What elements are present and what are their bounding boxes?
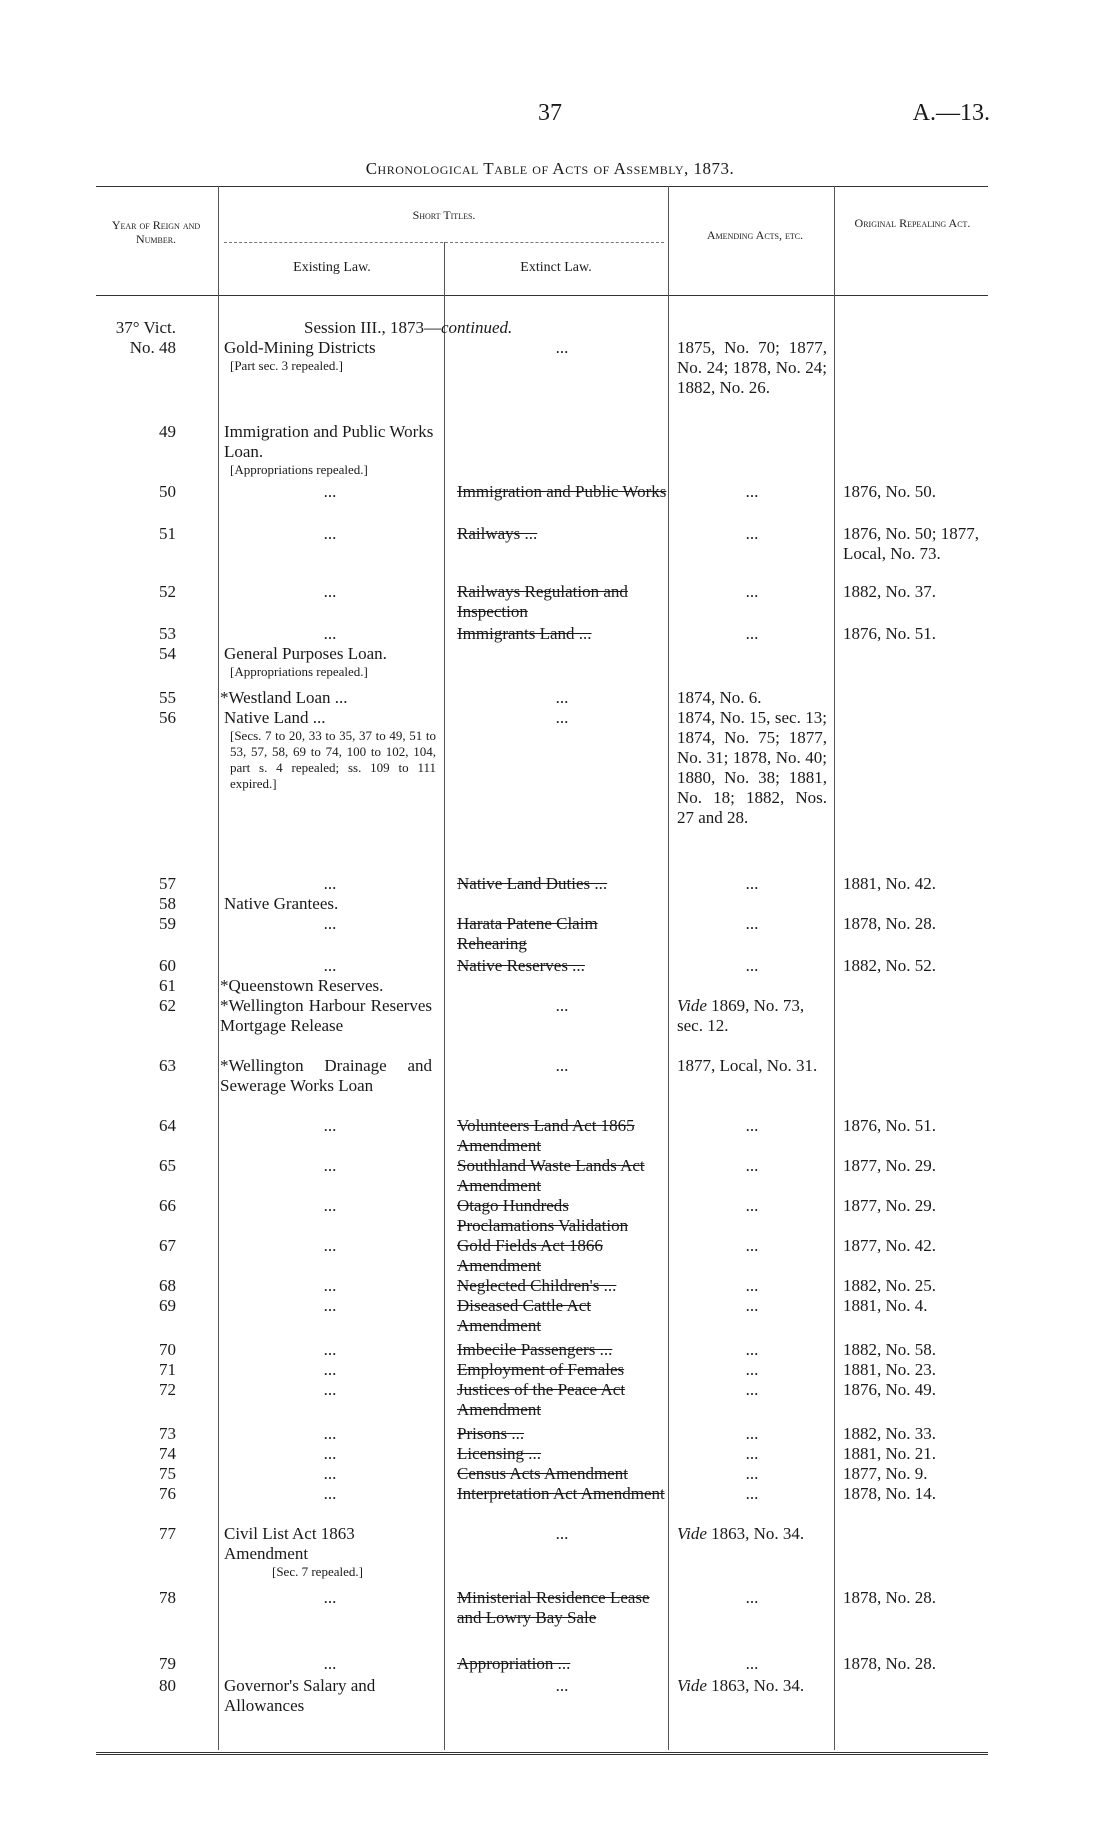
repealing-act: 1882, No. 58. (843, 1340, 937, 1359)
extinct-law: Immigration and Public Works (457, 482, 667, 501)
existing-note: [Part sec. 3 repealed.] (230, 358, 343, 373)
act-number: 70 (159, 1340, 176, 1359)
existing-note: [Sec. 7 repealed.] (272, 1564, 363, 1579)
amending-acts: 1877, Local, No. 31. (677, 1056, 818, 1075)
extinct-law: Railways Regulation and Inspection (457, 582, 628, 621)
act-number: 65 (159, 1156, 176, 1175)
existing-law: ... (323, 1296, 337, 1315)
act-number: 62 (159, 996, 176, 1015)
existing-note: [Secs. 7 to 20, 33 to 35, 37 to 49, 51 to 53, 57, 58, 69 to 74, 100 to 102, 104, part s. 4 repealed; ss. 109 to 111 expired.] (230, 728, 436, 791)
amending-acts: 1874, No. 6. (677, 688, 762, 707)
vide-label: Vide (677, 1676, 707, 1695)
table-bottom-rule (96, 1752, 988, 1755)
extinct-law: Licensing ... (457, 1444, 542, 1463)
existing-note: [Appropriations repealed.] (230, 462, 368, 477)
extinct-law: Volunteers Land Act 1865 Amendment (457, 1116, 635, 1155)
existing-title: Immigration and Public Works Loan. (224, 422, 434, 461)
existing-law: ... (323, 1424, 337, 1443)
repealing-act: 1877, No. 9. (843, 1464, 928, 1483)
extinct-law: Ministerial Residence Lease and Lowry Bay Sale (457, 1588, 650, 1627)
existing-note: [Appropriations repealed.] (230, 664, 368, 679)
existing-law: ... (323, 1156, 337, 1175)
existing-law (224, 708, 436, 792)
existing-law: *Queenstown Reserves. (220, 976, 384, 995)
repealing-act: 1876, No. 51. (843, 624, 937, 643)
existing-law: ... (323, 624, 337, 643)
act-number: 71 (159, 1360, 176, 1379)
header-existing-law: Existing Law. (293, 260, 371, 275)
amending-acts: ... (745, 956, 759, 975)
repealing-act: 1882, No. 33. (843, 1424, 937, 1443)
repealing-act: 1881, No. 4. (843, 1296, 928, 1315)
act-number: 60 (159, 956, 176, 975)
existing-title: Gold-Mining Districts (224, 338, 376, 357)
existing-law: ... (323, 1276, 337, 1295)
amending-text: 1863, No. 34. (711, 1524, 805, 1543)
extinct-law: Diseased Cattle Act Amendment (457, 1296, 592, 1335)
amending-acts (677, 1676, 827, 1696)
existing-title: Civil List Act 1863 Amendment (224, 1524, 355, 1563)
repealing-act: 1878, No. 28. (843, 1654, 937, 1673)
extinct-law: Justices of the Peace Act Amendment (457, 1380, 626, 1419)
amending-acts: 1874, No. 15, sec. 13; 1874, No. 75; 1877, No. 31; 1878, No. 40; 1880, No. 38; 1881, No. 18; 1882, Nos. 27 and 28. (677, 708, 827, 827)
act-number: 63 (159, 1056, 176, 1075)
amending-acts: ... (745, 1424, 759, 1443)
amending-acts: ... (745, 482, 759, 501)
amending-acts: ... (745, 1196, 759, 1215)
session-continued: continued. (440, 318, 513, 337)
act-number: 55 (159, 688, 176, 707)
existing-law (224, 422, 436, 478)
session-label (304, 318, 664, 338)
existing-law: ... (323, 1236, 337, 1255)
existing-title: Native Land ... (224, 708, 326, 727)
extinct-law: Native Reserves ... (457, 956, 585, 975)
existing-law: Native Grantees. (224, 894, 339, 913)
existing-law: ... (323, 874, 337, 893)
act-number: 73 (159, 1424, 176, 1443)
extinct-law: Gold Fields Act 1866 Amendment (457, 1236, 603, 1275)
existing-law: *Westland Loan ... (220, 688, 348, 707)
amending-acts: ... (745, 582, 759, 601)
existing-law: ... (323, 1196, 337, 1215)
existing-law: ... (323, 482, 337, 501)
amending-acts: ... (745, 1156, 759, 1175)
extinct-law: Prisons ... (457, 1424, 525, 1443)
extinct-law: Harata Patene Claim Rehearing (457, 914, 598, 953)
act-number: 51 (159, 524, 176, 543)
repealing-act: 1878, No. 28. (843, 914, 937, 933)
amending-acts: ... (745, 1340, 759, 1359)
amending-acts (677, 1524, 827, 1544)
vide-label: Vide (677, 996, 707, 1015)
existing-title: General Purposes Loan. (224, 644, 387, 663)
amending-acts: ... (745, 1588, 759, 1607)
amending-acts: ... (745, 1360, 759, 1379)
repealing-act: 1877, No. 42. (843, 1236, 937, 1255)
existing-law: ... (323, 1444, 337, 1463)
table-title: Chronological Table of Acts of Assembly, 1873. (365, 159, 735, 178)
column-divider (668, 186, 669, 1750)
extinct-law: Imbecile Passengers ... (457, 1340, 613, 1359)
extinct-law: Appropriation ... (457, 1654, 571, 1673)
repealing-act: 1882, No. 37. (843, 582, 937, 601)
existing-law: Governor's Salary and Allowances (224, 1676, 376, 1715)
extinct-law: ... (555, 1056, 569, 1075)
document-reference: A.—13. (912, 100, 990, 126)
act-number: 49 (159, 422, 176, 441)
act-number: 58 (159, 894, 176, 913)
repealing-act: 1882, No. 25. (843, 1276, 937, 1295)
repealing-act: 1876, No. 50. (843, 482, 937, 501)
reign-label: 37° Vict. (115, 318, 176, 337)
repealing-act: 1876, No. 50; 1877, Local, No. 73. (843, 524, 979, 563)
amending-acts: ... (745, 874, 759, 893)
header-bottom-rule (96, 295, 988, 296)
existing-law: ... (323, 1588, 337, 1607)
act-number: 75 (159, 1464, 176, 1483)
extinct-law: ... (555, 688, 569, 707)
act-number: 77 (159, 1524, 176, 1543)
amending-acts: ... (745, 1236, 759, 1255)
extinct-law: Otago Hundreds Proclamations Validation (457, 1196, 629, 1235)
existing-law (224, 1524, 436, 1580)
existing-law: ... (323, 1360, 337, 1379)
extinct-law: Railways ... (457, 524, 538, 543)
act-number: 56 (159, 708, 176, 727)
header-extinct-law: Extinct Law. (520, 260, 592, 275)
existing-law: ... (323, 582, 337, 601)
repealing-act: 1881, No. 21. (843, 1444, 937, 1463)
amending-acts: ... (745, 1116, 759, 1135)
act-number: 50 (159, 482, 176, 501)
act-number: 66 (159, 1196, 176, 1215)
extinct-law: ... (555, 1524, 569, 1543)
column-divider (834, 186, 835, 1750)
act-number: 67 (159, 1236, 176, 1255)
repealing-act: 1876, No. 49. (843, 1380, 937, 1399)
act-number: 68 (159, 1276, 176, 1295)
extinct-law: Immigrants Land ... (457, 624, 592, 643)
amending-text: 1863, No. 34. (711, 1676, 805, 1695)
existing-law: ... (323, 1464, 337, 1483)
existing-law: ... (323, 1116, 337, 1135)
act-number: 80 (159, 1676, 176, 1695)
repealing-act: 1881, No. 23. (843, 1360, 937, 1379)
act-number: 78 (159, 1588, 176, 1607)
act-number: 76 (159, 1484, 176, 1503)
column-divider (444, 242, 445, 1750)
act-number: 61 (159, 976, 176, 995)
repealing-act: 1882, No. 52. (843, 956, 937, 975)
extinct-law: Native Land Duties ... (457, 874, 608, 893)
amending-acts: ... (745, 624, 759, 643)
act-number: 52 (159, 582, 176, 601)
extinct-law: Neglected Children's ... (457, 1276, 617, 1295)
act-number: 57 (159, 874, 176, 893)
amending-acts: ... (745, 1464, 759, 1483)
amending-acts: ... (745, 1444, 759, 1463)
act-number: 53 (159, 624, 176, 643)
extinct-law: Interpretation Act Amendment (457, 1484, 665, 1503)
column-divider (218, 186, 219, 1750)
act-number: 64 (159, 1116, 176, 1135)
act-number: 59 (159, 914, 176, 933)
vide-label: Vide (677, 1524, 707, 1543)
extinct-law: Employment of Females (457, 1360, 625, 1379)
existing-law: ... (323, 524, 337, 543)
amending-acts: ... (745, 1296, 759, 1315)
existing-law: ... (323, 1654, 337, 1673)
act-number: 74 (159, 1444, 176, 1463)
repealing-act: 1877, No. 29. (843, 1196, 937, 1215)
repealing-act: 1876, No. 51. (843, 1116, 937, 1135)
extinct-law: ... (555, 708, 569, 727)
extinct-law: Census Acts Amendment (457, 1464, 628, 1483)
extinct-law: ... (555, 996, 569, 1015)
page-number: 37 (538, 100, 562, 126)
amending-acts: ... (745, 1654, 759, 1673)
header-repealing-act: Original Repealing Act. (854, 216, 971, 230)
existing-law (224, 644, 436, 680)
extinct-law: ... (555, 338, 569, 357)
existing-law: ... (323, 914, 337, 933)
session-title: Session III., 1873— (304, 318, 441, 337)
table-top-rule (96, 186, 988, 187)
act-number: 79 (159, 1654, 176, 1673)
repealing-act: 1877, No. 29. (843, 1156, 937, 1175)
amending-acts: ... (745, 1380, 759, 1399)
amending-acts: ... (745, 914, 759, 933)
existing-law: ... (323, 1340, 337, 1359)
act-number: 54 (159, 644, 176, 663)
repealing-act: 1878, No. 28. (843, 1588, 937, 1607)
amending-acts: ... (745, 1484, 759, 1503)
extinct-law: Southland Waste Lands Act Amendment (457, 1156, 645, 1195)
repealing-act: 1878, No. 14. (843, 1484, 937, 1503)
header-year: Year of Reign and Number. (111, 218, 201, 246)
existing-law: ... (323, 956, 337, 975)
act-number: 69 (159, 1296, 176, 1315)
existing-law: *Wellington Drainage and Sewerage Works Loan (220, 1056, 432, 1095)
existing-law (224, 338, 436, 374)
existing-law: *Wellington Harbour Reserves Mortgage Release (220, 996, 432, 1035)
header-amending-acts: Amending Acts, etc. (706, 228, 804, 242)
repealing-act: 1881, No. 42. (843, 874, 937, 893)
amending-acts: ... (745, 524, 759, 543)
header-short-titles: Short Titles. (412, 208, 476, 222)
existing-law: ... (323, 1380, 337, 1399)
existing-law: ... (323, 1484, 337, 1503)
act-number: No. 48 (129, 338, 176, 357)
amending-acts (677, 996, 827, 1036)
amending-text: 1869, No. 73, sec. 12. (677, 996, 805, 1035)
act-number: 72 (159, 1380, 176, 1399)
amending-acts: 1875, No. 70; 1877, No. 24; 1878, No. 24; 1882, No. 26. (677, 338, 827, 397)
amending-acts: ... (745, 1276, 759, 1295)
extinct-law: ... (555, 1676, 569, 1695)
